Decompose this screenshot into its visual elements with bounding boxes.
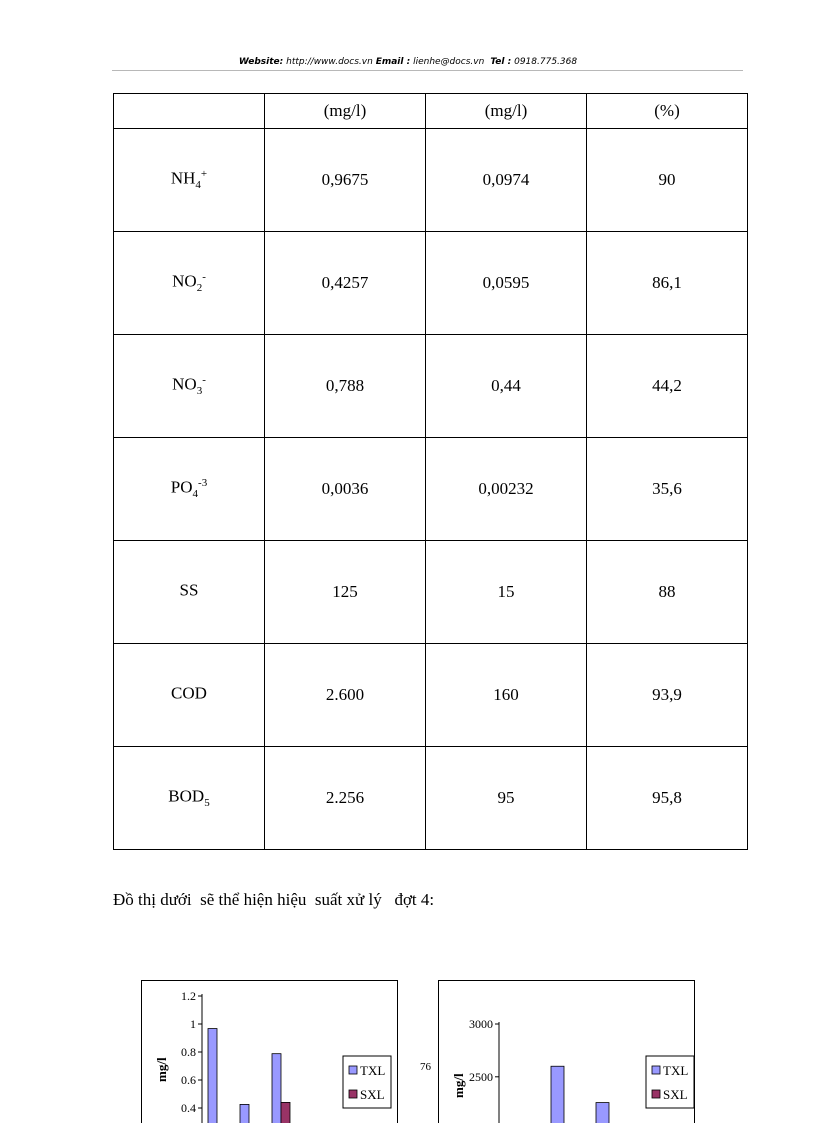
chart-organics-svg bbox=[438, 980, 695, 1123]
table-row bbox=[114, 644, 748, 747]
y-tick-label: 3000 bbox=[469, 1017, 493, 1031]
before-cell: 0,788 bbox=[265, 335, 426, 438]
efficiency-cell: 95,8 bbox=[587, 747, 748, 850]
email-address[interactable]: lienhe@docs.vn bbox=[413, 57, 485, 67]
website-label: Website: bbox=[238, 57, 284, 67]
after-cell: 160 bbox=[426, 644, 587, 747]
efficiency-cell: 88 bbox=[587, 541, 748, 644]
chart-nutrients-svg bbox=[141, 980, 398, 1123]
table-row bbox=[114, 438, 748, 541]
chart-organics bbox=[438, 980, 695, 1123]
results-table bbox=[113, 93, 748, 850]
after-cell: 0,0595 bbox=[426, 232, 587, 335]
parameter-cell: $BOD_5$ bbox=[114, 747, 265, 850]
parameter-cell: SS bbox=[114, 541, 265, 644]
website-url[interactable]: http://www.docs.vn bbox=[286, 57, 373, 67]
page-number: 76 bbox=[420, 1061, 431, 1073]
parameter-cell: $NO_3^-$ bbox=[114, 335, 265, 438]
before-cell: 0,0036 bbox=[265, 438, 426, 541]
bar-txl-no2 bbox=[240, 1104, 249, 1123]
legend-label-sxl: SXL bbox=[663, 1087, 688, 1102]
y-axis-label: mg/l bbox=[154, 1057, 169, 1082]
header-divider bbox=[112, 70, 743, 71]
chart-caption: Đồ thị dưới sẽ thể hiện hiệu suất xử lý đợt 4: bbox=[113, 890, 435, 909]
y-tick-label: 1.2 bbox=[181, 989, 196, 1003]
y-tick-label: 1 bbox=[190, 1017, 196, 1031]
bar-txl-nh4 bbox=[208, 1029, 217, 1123]
legend-swatch-txl bbox=[349, 1066, 357, 1074]
tel-number: 0918.775.368 bbox=[514, 57, 578, 67]
unit-row bbox=[114, 94, 748, 129]
efficiency-cell: 93,9 bbox=[587, 644, 748, 747]
parameter-cell: $NO_2^-$ bbox=[114, 232, 265, 335]
parameter-cell: $NH_4^+$ bbox=[114, 129, 265, 232]
after-cell: 95 bbox=[426, 747, 587, 850]
table-row bbox=[114, 335, 748, 438]
table-row bbox=[114, 232, 748, 335]
before-cell: 0,9675 bbox=[265, 129, 426, 232]
legend-label-txl: TXL bbox=[360, 1063, 386, 1078]
unit-cell: (mg/l) bbox=[265, 94, 426, 129]
before-cell: 2.256 bbox=[265, 747, 426, 850]
efficiency-cell: 90 bbox=[587, 129, 748, 232]
table-row bbox=[114, 129, 748, 232]
y-tick-label: 0.6 bbox=[181, 1073, 196, 1087]
y-tick-label: 0.8 bbox=[181, 1045, 196, 1059]
page-header bbox=[0, 57, 816, 67]
email-label: Email : bbox=[375, 57, 411, 67]
after-cell: 0,00232 bbox=[426, 438, 587, 541]
parameter-cell: $PO_4^{-3}$ bbox=[114, 438, 265, 541]
efficiency-cell: 44,2 bbox=[587, 335, 748, 438]
unit-cell bbox=[114, 94, 265, 129]
legend-swatch-txl bbox=[652, 1066, 660, 1074]
before-cell: 125 bbox=[265, 541, 426, 644]
chart-nutrients bbox=[141, 980, 398, 1123]
after-cell: 0,44 bbox=[426, 335, 587, 438]
bar-txl-bod5 bbox=[596, 1103, 609, 1123]
after-cell: 15 bbox=[426, 541, 587, 644]
legend-label-sxl: SXL bbox=[360, 1087, 385, 1102]
before-cell: 2.600 bbox=[265, 644, 426, 747]
before-cell: 0,4257 bbox=[265, 232, 426, 335]
legend-swatch-sxl bbox=[652, 1090, 660, 1098]
unit-cell: (%) bbox=[587, 94, 748, 129]
bar-sxl-no3 bbox=[281, 1102, 290, 1123]
bar-txl-cod bbox=[551, 1066, 564, 1123]
efficiency-cell: 35,6 bbox=[587, 438, 748, 541]
legend-swatch-sxl bbox=[349, 1090, 357, 1098]
tel-label: Tel : bbox=[490, 57, 512, 67]
table-row bbox=[114, 747, 748, 850]
after-cell: 0,0974 bbox=[426, 129, 587, 232]
y-tick-label: 2500 bbox=[469, 1069, 493, 1084]
efficiency-cell: 86,1 bbox=[587, 232, 748, 335]
unit-cell: (mg/l) bbox=[426, 94, 587, 129]
legend-label-txl: TXL bbox=[663, 1063, 689, 1078]
y-tick-label: 0.4 bbox=[181, 1101, 196, 1115]
parameter-cell: COD bbox=[114, 644, 265, 747]
y-axis-label: mg/l bbox=[451, 1073, 466, 1098]
bar-txl-no3 bbox=[272, 1054, 281, 1123]
table-row bbox=[114, 541, 748, 644]
